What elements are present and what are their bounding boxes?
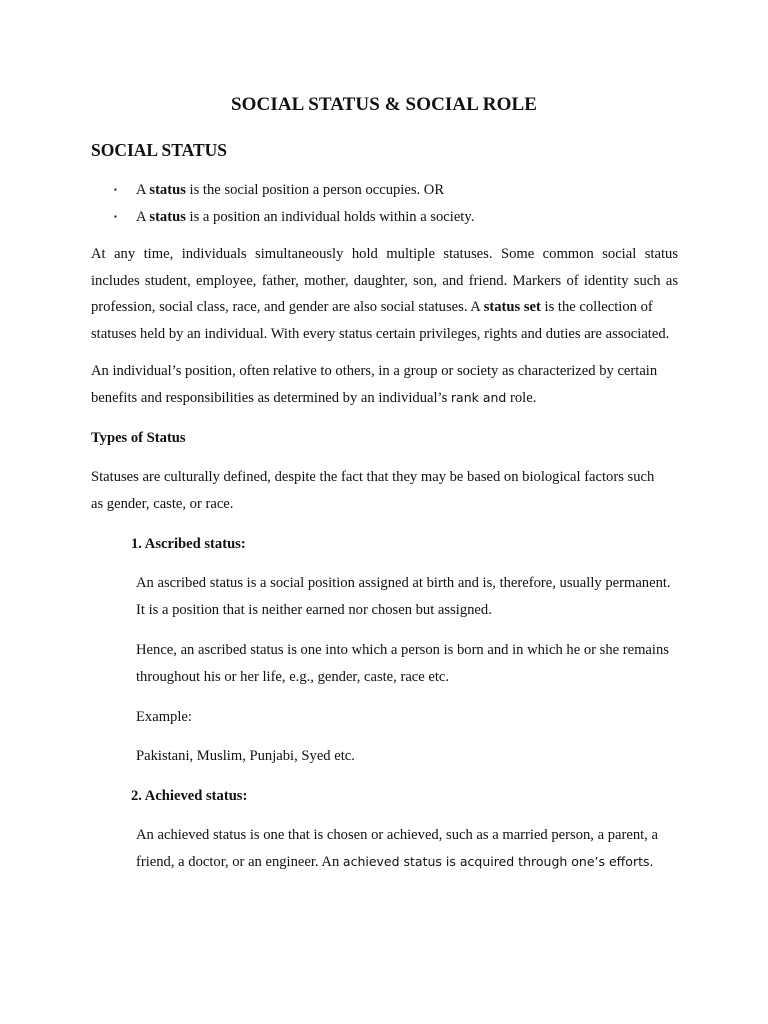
paragraph-line: An ascribed status is a social position assigned at birth and is, therefore, usually permanent.	[136, 575, 671, 591]
example-label: Example:	[136, 709, 192, 725]
paragraph-line: Hence, an ascribed status is one into which a person is born and in which he or she remains	[136, 642, 669, 658]
paragraph-line: as gender, caste, or race.	[91, 496, 234, 512]
paragraph-line: includes student, employee, father, mother, daughter, son, and friend. Markers of identity such as	[91, 273, 678, 289]
achieved-status-heading: 2. Achieved status:	[131, 788, 248, 804]
document-page: SOCIAL STATUS & SOCIAL ROLE SOCIAL STATUS ▪ A status is the social position a person occupies. OR ▪ A status is a position an individual holds within a society. At any time, individuals simultaneously hold multiple statuses. Some common social status includes student, employee, father, mother, daughter, son, and friend. Markers of identity such as profession, social class, race, and gender are also social statuses. A status set is the collection of statuses held by an individual. With every status certain privileges, rights and duties are associated. An individual’s position, often relative to others, in a group or society as characterized by certain benefits and responsibilities as determined by an individual’s rank and role. Types of Status Statuses are culturally defined, despite the fact that they may be based on biological factors such as gender, caste, or race. 1. Ascribed status: An ascribed status is a social position assigned at birth and is, therefore, usually permanent. It is a position that is neither earned nor chosen but assigned. Hence, an ascribed status is one into which a person is born and in which he or she remains throughout his or her life, e.g., gender, caste, race etc. Example: Pakistani, Muslim, Punjabi, Syed etc. 2. Achieved status: An achieved status is one that is chosen or achieved, such as a married person, a parent, a friend, a doctor, or an engineer. An achieved status is acquired through one’s efforts.	[0, 0, 768, 1024]
paragraph-line: An individual’s position, often relative to others, in a group or society as characterized by certain	[91, 363, 658, 379]
paragraph-line: profession, social class, race, and gender are also social statuses. A status set is the collection of	[91, 299, 653, 315]
paragraph-line: It is a position that is neither earned nor chosen but assigned.	[136, 602, 492, 618]
document-title: SOCIAL STATUS & SOCIAL ROLE	[230, 94, 538, 115]
paragraph-line: benefits and responsibilities as determined by an individual’s rank and role.	[91, 390, 537, 406]
paragraph-line: statuses held by an individual. With every status certain privileges, rights and duties are associated.	[91, 326, 670, 342]
paragraph-line: Statuses are culturally defined, despite the fact that they may be based on biological factors such	[91, 469, 655, 485]
paragraph-line: throughout his or her life, e.g., gender, caste, race etc.	[136, 669, 450, 685]
example-text: Pakistani, Muslim, Punjabi, Syed etc.	[136, 748, 355, 764]
paragraph-line: At any time, individuals simultaneously hold multiple statuses. Some common social status	[91, 246, 678, 262]
bullet-square-icon: ▪	[114, 185, 117, 194]
ascribed-status-heading: 1. Ascribed status:	[131, 536, 246, 552]
paragraph-line: friend, a doctor, or an engineer. An achieved status is acquired through one’s efforts.	[136, 854, 654, 870]
bullet-square-icon: ▪	[114, 212, 117, 221]
subsection-heading: Types of Status	[91, 430, 186, 446]
section-heading: SOCIAL STATUS	[91, 140, 228, 160]
paragraph-line: An achieved status is one that is chosen or achieved, such as a married person, a parent, a	[136, 827, 658, 843]
